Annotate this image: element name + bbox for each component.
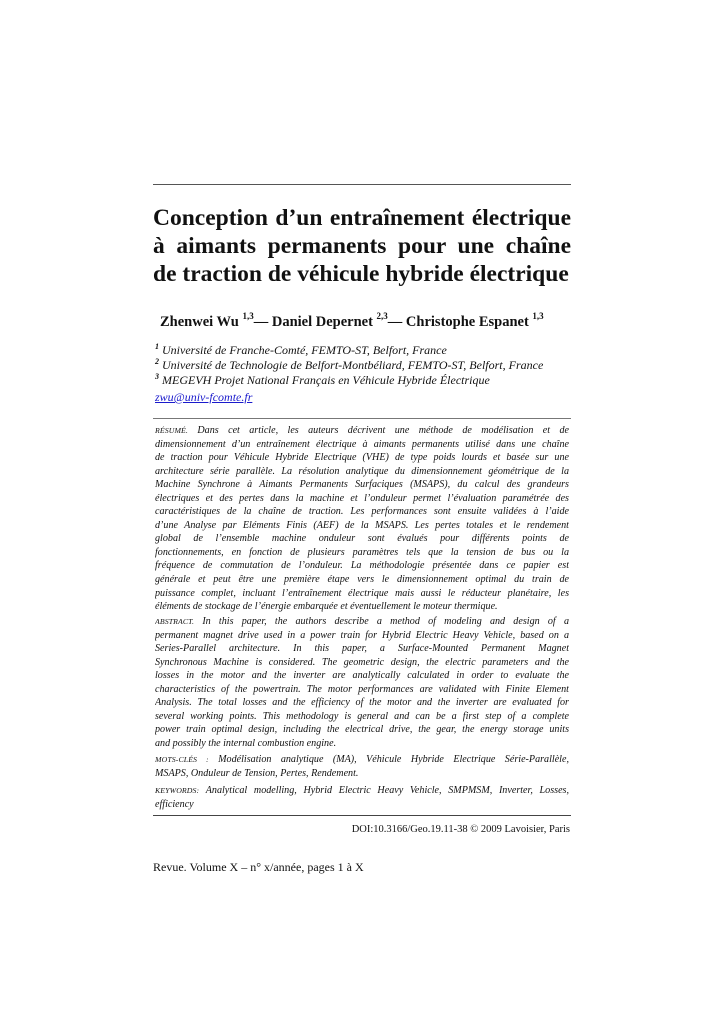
keywords-line: efficiency bbox=[155, 798, 194, 810]
abstract-bottom-rule bbox=[153, 815, 571, 816]
resume-line bbox=[155, 424, 569, 438]
keywords-text: Analytical modelling, Hybrid Electric Heavy Vehicle, SMPMSM, Inverter, Losses, bbox=[205, 785, 569, 796]
abstract-top-rule bbox=[153, 418, 571, 419]
abstract-line: power train optimal design, including the electrical drive, the gear, the energy storage units bbox=[155, 724, 569, 736]
affiliation-number: 2 bbox=[155, 357, 159, 366]
resume-text: Dans cet article, les auteurs décrivent une méthode de modélisation et de bbox=[197, 425, 569, 436]
author-list bbox=[160, 312, 580, 332]
affiliation-item bbox=[155, 373, 575, 388]
author-affiliation-ref: 1,3 bbox=[242, 311, 254, 321]
affiliation-number: 3 bbox=[155, 372, 159, 381]
abstract-line: Analysis. The total losses and the efficiency of the motor and the inverter are evaluated for bbox=[155, 697, 569, 709]
abstract-line: permanent magnet drive used in a power train for Hybrid Electric Heavy Vehicle, based on a bbox=[155, 629, 569, 641]
author-separator: — bbox=[387, 314, 403, 330]
affiliation-text: MEGEVH Projet National Français en Véhicule Hybride Électrique bbox=[162, 373, 490, 387]
resume-line: architecture série parallèle. La résolution analytique du dimensionnement géométrique de la bbox=[155, 465, 569, 477]
abstract-text: In this paper, the authors describe a method of modeling and design of a bbox=[202, 616, 569, 627]
resume-line: éléments de stockage de l’énergie embarquée et éventuellement le moteur thermique. bbox=[155, 601, 498, 613]
author-affiliation-ref: 2,3 bbox=[376, 311, 388, 321]
author-name: Daniel Depernet bbox=[271, 314, 373, 330]
keywords-block bbox=[155, 784, 569, 811]
affiliation-item bbox=[155, 343, 575, 358]
abstract-line bbox=[155, 615, 569, 629]
resume-line: fonctionnements, en fonction de plusieurs paramètres tels que la tension de bus ou la bbox=[155, 546, 569, 558]
abstract-line: characteristics of the powertrain. The motor performances are validated with Finite Element bbox=[155, 683, 569, 695]
abstract-line: Series-Parallel architecture. In this paper, a Surface-Mounted Permanent Magnet bbox=[155, 643, 569, 655]
resume-line: générale et peut être une première étape vers le dimensionnement optimal du train de bbox=[155, 574, 569, 586]
resume-line: Machine Synchrone à Aimants Permanents Surfaciques (MSAPS), du calcul des grandeurs bbox=[155, 479, 569, 491]
keywords-label: KEYWORDS: bbox=[155, 786, 200, 795]
abstract-label: ABSTRACT. bbox=[155, 617, 195, 626]
resume-label: RÉSUMÉ. bbox=[155, 426, 188, 435]
resume-line: dimensionnement d’un entraînement électrique à aimants permanents utilisé dans une chaîne bbox=[155, 438, 569, 450]
author-affiliation-ref: 1,3 bbox=[532, 311, 544, 321]
affiliation-number: 1 bbox=[155, 342, 159, 351]
mots-cles-line: MSAPS, Onduleur de Tension, Pertes, Rendement. bbox=[155, 767, 359, 779]
doi-line: DOI:10.3166/Geo.19.11-38 © 2009 Lavoisier, Paris bbox=[351, 824, 570, 835]
resume-line: électriques et des pertes dans la machine et l’onduleur permet l’évaluation paramétrée des bbox=[155, 492, 569, 504]
journal-footer: Revue. Volume X – n° x/année, pages 1 à X bbox=[153, 860, 364, 874]
abstract-block bbox=[155, 615, 569, 750]
affiliation-list bbox=[155, 343, 575, 388]
affiliation-text: Université de Franche-Comté, FEMTO-ST, Belfort, France bbox=[162, 343, 447, 357]
author-separator: — bbox=[253, 314, 269, 330]
mots-cles-block bbox=[155, 753, 569, 780]
resume-line: fréquence de commutation de l’onduleur. La méthodologie présentée dans ce papier est bbox=[155, 560, 569, 572]
abstract-line: losses in the motor and the inverter are analytically calculated in order to evaluate the bbox=[155, 670, 569, 682]
mots-cles-line bbox=[155, 753, 569, 767]
resume-line: d’une Analyse par Eléments Finis (AEF) de la MSAPS. Les pertes totales et le rendement bbox=[155, 519, 569, 531]
resume-block bbox=[155, 424, 569, 614]
affiliation-item bbox=[155, 358, 575, 373]
abstract-line: Synchronous Machine is considered. The geometric design, the electric parameters and the bbox=[155, 656, 569, 668]
mots-cles-text: Modélisation analytique (MA), Véhicule Hybride Electrique Série-Parallèle, bbox=[218, 754, 569, 765]
author-name: Christophe Espanet bbox=[405, 314, 529, 330]
author-email-link[interactable]: zwu@univ-fcomte.fr bbox=[155, 390, 253, 404]
resume-line: de traction pour Véhicule Hybride Electrique (VHE) de type poids lourds et basée sur une bbox=[155, 452, 569, 464]
affiliation-text: Université de Technologie de Belfort-Montbéliard, FEMTO-ST, Belfort, France bbox=[162, 358, 544, 372]
author-name: Zhenwei Wu bbox=[160, 314, 239, 330]
paper-title: Conception d’un entraînement électrique à aimants permanents pour une chaîne de traction de véhicule hybride électrique bbox=[153, 205, 571, 287]
resume-line: caractéristiques de la chaîne de traction. Les performances sont ensuite validées à l’aide bbox=[155, 506, 569, 518]
resume-line: puissance complet, incluant l’entraînement électrique mais aussi le réducteur planétaire, les bbox=[155, 587, 569, 599]
keywords-line bbox=[155, 784, 569, 798]
mots-cles-label: MOTS-CLÉS : bbox=[155, 755, 209, 764]
abstract-line: and possibly the internal combustion engine. bbox=[155, 737, 337, 749]
abstract-line: several working points. This methodology is general and can be a first step of a complete bbox=[155, 710, 569, 722]
resume-line: global de l’ensemble machine onduleur sont évalués pour différents points de bbox=[155, 533, 569, 545]
top-rule bbox=[153, 184, 571, 185]
